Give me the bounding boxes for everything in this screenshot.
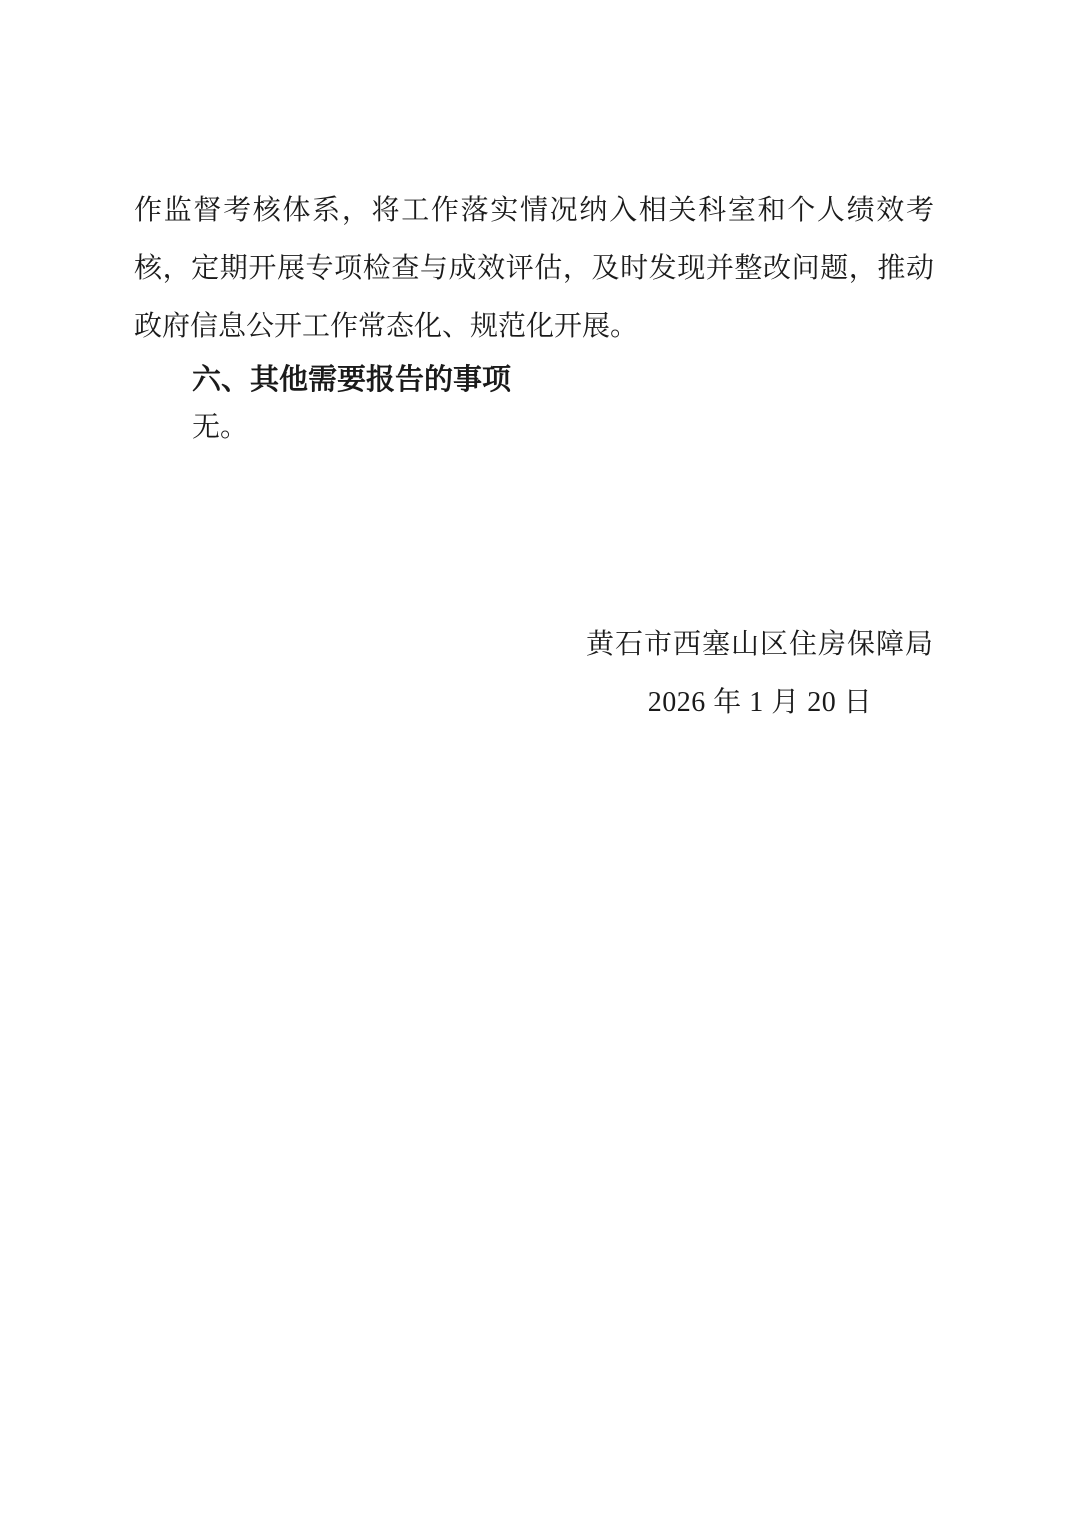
document-content xyxy=(134,182,934,732)
paragraph-line-2: 核，定期开展专项检查与成效评估，及时发现并整改问题，推动 xyxy=(134,253,934,284)
signature-block xyxy=(586,616,934,732)
section-body-text: 无。 xyxy=(192,412,249,443)
paragraph-line-3: 政府信息公开工作常态化、规范化开展。 xyxy=(134,311,639,342)
paragraph-line-1: 作监督考核体系，将工作落实情况纳入相关科室和个人绩效考 xyxy=(134,195,934,226)
signature-organization: 黄石市西塞山区住房保障局 xyxy=(585,629,934,660)
signature-date: 2026 年 1 月 20 日 xyxy=(647,687,873,718)
section-heading: 六、其他需要报告的事项 xyxy=(192,364,512,396)
